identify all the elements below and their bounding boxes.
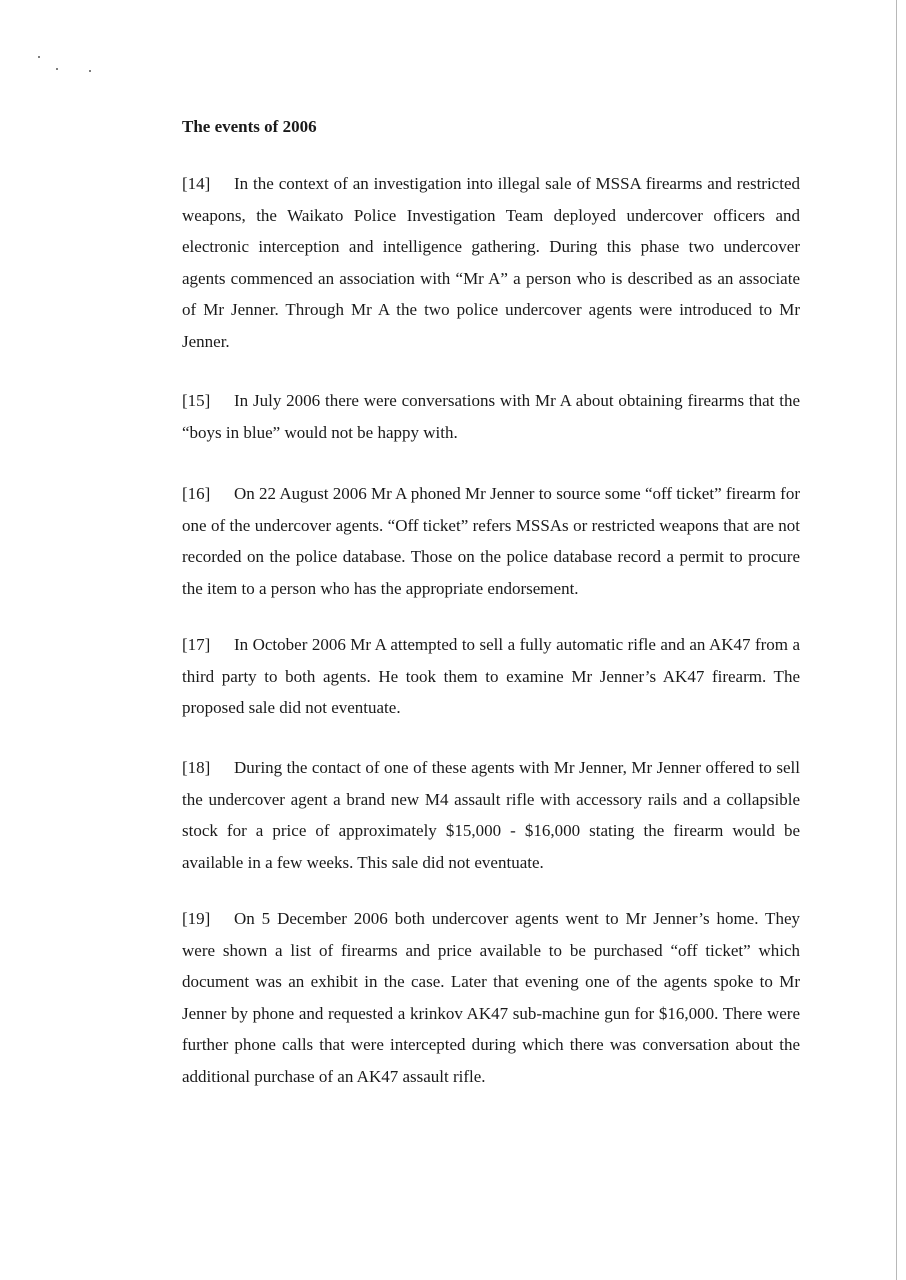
paragraph-number: [14] bbox=[182, 174, 211, 193]
paragraph-text: During the contact of one of these agents with Mr Jenner, Mr Jenner offered to sell the undercover agent a brand new M4 assault rifle with accessory rails and a collapsible stock for a price of approximately $15,000 - $16,000 stating the firearm would be available in a few weeks. This sale did not eventuate. bbox=[182, 758, 800, 872]
paragraph-17 bbox=[182, 629, 800, 724]
scan-speck bbox=[56, 68, 58, 70]
paragraph-number: [19] bbox=[182, 909, 211, 928]
paragraph-text: In October 2006 Mr A attempted to sell a fully automatic rifle and an AK47 from a third party to both agents. He took them to examine Mr Jenner’s AK47 firearm. The proposed sale did not eventuate. bbox=[182, 635, 800, 717]
paragraph-number: [18] bbox=[182, 758, 211, 777]
scan-speck bbox=[89, 70, 91, 72]
paragraph-15 bbox=[182, 385, 800, 448]
paragraph-text: On 22 August 2006 Mr A phoned Mr Jenner to source some “off ticket” firearm for one of the undercover agents. “Off ticket” refers MSSAs or restricted weapons that are not recorded on the police database. Those on the police database record a permit to procure the item to a person who has the appropriate endorsement. bbox=[182, 484, 800, 598]
paragraph-number: [16] bbox=[182, 484, 211, 503]
paragraph-text: On 5 December 2006 both undercover agents went to Mr Jenner’s home. They were shown a list of firearms and price available to be purchased “off ticket” which document was an exhibit in the case. Later that evening one of the agents spoke to Mr Jenner by phone and requested a krinkov AK47 sub-machine gun for $16,000. There were further phone calls that were intercepted during which there was conversation about the additional purchase of an AK47 assault rifle. bbox=[182, 909, 800, 1086]
scan-speck bbox=[38, 56, 40, 58]
paragraph-18 bbox=[182, 752, 800, 878]
paragraph-number: [17] bbox=[182, 635, 211, 654]
paragraph-number: [15] bbox=[182, 391, 211, 410]
paragraph-text: In the context of an investigation into illegal sale of MSSA firearms and restricted weapons, the Waikato Police Investigation Team deployed undercover officers and electronic interception and intelligence gathering. During this phase two undercover agents commenced an association with “Mr A” a person who is described as an associate of Mr Jenner. Through Mr A the two police undercover agents were introduced to Mr Jenner. bbox=[182, 174, 800, 351]
paragraph-14 bbox=[182, 168, 800, 357]
paragraph-19 bbox=[182, 903, 800, 1092]
paragraph-text: In July 2006 there were conversations with Mr A about obtaining firearms that the “boys in blue” would not be happy with. bbox=[182, 391, 800, 442]
section-heading: The events of 2006 bbox=[182, 117, 317, 136]
page-edge-line bbox=[896, 0, 897, 1280]
paragraph-16 bbox=[182, 478, 800, 604]
